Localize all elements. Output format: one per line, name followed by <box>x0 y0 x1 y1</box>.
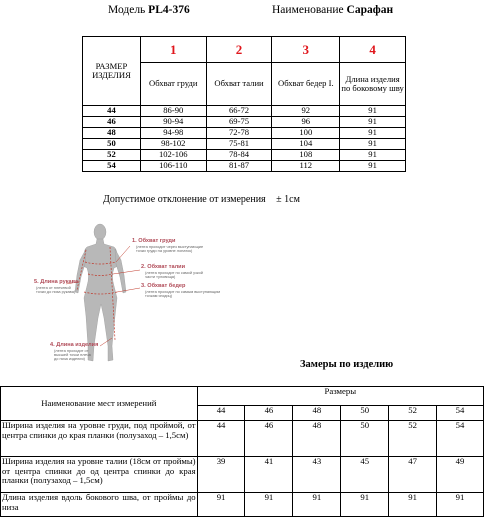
measurement-label: Ширина изделия на уровне груди, под проймой, от центра спинки до края планки (полузаход – 1,5см) <box>1 421 198 457</box>
value-cell: 54 <box>437 421 484 457</box>
value-cell: 86-90 <box>140 106 206 117</box>
size-cell: 44 <box>83 106 141 117</box>
value-cell: 91 <box>293 493 341 517</box>
size-cell: 52 <box>83 150 141 161</box>
value-cell: 72-78 <box>206 128 272 139</box>
measure-1-title: 1. Обхват груди <box>132 238 176 244</box>
measure-2-title: 2. Обхват талии <box>141 264 186 270</box>
value-cell: 98-102 <box>140 139 206 150</box>
value-cell: 91 <box>340 139 406 150</box>
name-value: Сарафан <box>346 4 394 16</box>
measure-4-title: 4. Длина изделия <box>50 342 99 348</box>
measure-2-note-1: (лента проходит по самой узкой <box>145 270 203 275</box>
value-cell: 90-94 <box>140 117 206 128</box>
value-cell: 91 <box>341 493 389 517</box>
value-cell: 44 <box>197 421 245 457</box>
value-cell: 91 <box>340 117 406 128</box>
value-cell: 91 <box>340 150 406 161</box>
measure-4-note-1: (лента проходит от <box>54 348 89 353</box>
name-label: Наименование <box>272 4 344 16</box>
model-label: Модель <box>108 4 146 16</box>
size-table-number-row <box>83 37 406 63</box>
measure-5-title: 5. Длина рукава <box>34 279 79 285</box>
tolerance-note <box>103 194 300 205</box>
value-cell: 92 <box>272 106 340 117</box>
value-cell: 91 <box>197 493 245 517</box>
value-cell: 45 <box>341 457 389 493</box>
column-header-chest: Обхват груди <box>140 63 206 106</box>
size-table <box>82 36 406 172</box>
value-cell: 47 <box>389 457 437 493</box>
tolerance-value: ± 1см <box>276 194 300 205</box>
size-header: 44 <box>197 406 245 421</box>
value-cell: 46 <box>245 421 293 457</box>
measure-5-note-1: (лента от плечевой <box>36 285 71 290</box>
column-number-2: 2 <box>206 37 272 63</box>
size-header: 50 <box>341 406 389 421</box>
column-number-4: 4 <box>340 37 406 63</box>
model-header <box>108 4 190 16</box>
value-cell: 91 <box>340 161 406 172</box>
value-cell: 81-87 <box>206 161 272 172</box>
table-row <box>83 106 406 117</box>
measurement-label: Ширина изделия на уровне талии (18см от проймы) от центра спинки до од центра спинки до края планки (полузаход – 1,5см) <box>1 457 198 493</box>
column-header-length: Длина изделия по боковому шву <box>340 63 406 106</box>
measure-3-title: 3. Обхват бедер <box>141 283 186 289</box>
header-place-cell: Наименование мест измерений <box>1 387 198 421</box>
model-code: PL4-376 <box>148 4 190 16</box>
column-header-hips: Обхват бедер I. <box>272 63 340 106</box>
value-cell: 43 <box>293 457 341 493</box>
measure-3-note-1: (лента проходит по самым выступающим <box>145 289 221 294</box>
value-cell: 100 <box>272 128 340 139</box>
size-header: 46 <box>245 406 293 421</box>
value-cell: 39 <box>197 457 245 493</box>
measure-1-note-1: (лента проходит через выступающие <box>136 244 204 249</box>
table-row <box>83 150 406 161</box>
measurement-label: Длина изделия вдоль бокового шва, от проймы до низа <box>1 493 198 517</box>
measurement-figure <box>22 220 222 368</box>
value-cell: 91 <box>340 106 406 117</box>
size-header: 48 <box>293 406 341 421</box>
size-header: 52 <box>389 406 437 421</box>
value-cell: 96 <box>272 117 340 128</box>
table-row <box>83 161 406 172</box>
value-cell: 106-110 <box>140 161 206 172</box>
value-cell: 78-84 <box>206 150 272 161</box>
name-header <box>272 4 393 16</box>
measure-1-note-2: точки груди на уровне лопаток) <box>136 248 193 253</box>
value-cell: 104 <box>272 139 340 150</box>
column-number-3: 3 <box>272 37 340 63</box>
size-cell: 46 <box>83 117 141 128</box>
garment-header-row <box>1 387 484 406</box>
value-cell: 75-81 <box>206 139 272 150</box>
value-cell: 49 <box>437 457 484 493</box>
value-cell: 52 <box>389 421 437 457</box>
garment-table <box>0 386 484 517</box>
value-cell: 91 <box>340 128 406 139</box>
size-cell: 48 <box>83 128 141 139</box>
size-header: 54 <box>437 406 484 421</box>
measure-4-note-2: высшей точки плеча <box>54 352 91 357</box>
measure-3-note-2: точкам ягодиц) <box>145 293 173 298</box>
column-number-1: 1 <box>140 37 206 63</box>
column-header-waist: Обхват талии <box>206 63 272 106</box>
value-cell: 41 <box>245 457 293 493</box>
size-cell: 54 <box>83 161 141 172</box>
value-cell: 50 <box>341 421 389 457</box>
garment-measurements-title: Замеры по изделию <box>300 359 394 370</box>
value-cell: 69-75 <box>206 117 272 128</box>
value-cell: 66-72 <box>206 106 272 117</box>
value-cell: 112 <box>272 161 340 172</box>
table-row <box>83 139 406 150</box>
size-cell: 50 <box>83 139 141 150</box>
measure-5-note-2: точки до низа рукава) <box>36 289 76 294</box>
measure-2-note-2: части туловища) <box>145 274 176 279</box>
value-cell: 91 <box>389 493 437 517</box>
row-header-cell: РАЗМЕР ИЗДЕЛИЯ <box>83 37 141 106</box>
table-row <box>1 457 484 493</box>
table-row <box>1 421 484 457</box>
value-cell: 108 <box>272 150 340 161</box>
header-sizes-cell: Размеры <box>197 387 483 406</box>
value-cell: 91 <box>245 493 293 517</box>
table-row <box>83 128 406 139</box>
tolerance-text: Допустимое отклонение от измерения <box>103 194 266 205</box>
table-row <box>1 493 484 517</box>
value-cell: 91 <box>437 493 484 517</box>
value-cell: 94-98 <box>140 128 206 139</box>
value-cell: 102-106 <box>140 150 206 161</box>
value-cell: 48 <box>293 421 341 457</box>
table-row <box>83 117 406 128</box>
measure-4-note-3: до низа изделия) <box>54 356 85 361</box>
